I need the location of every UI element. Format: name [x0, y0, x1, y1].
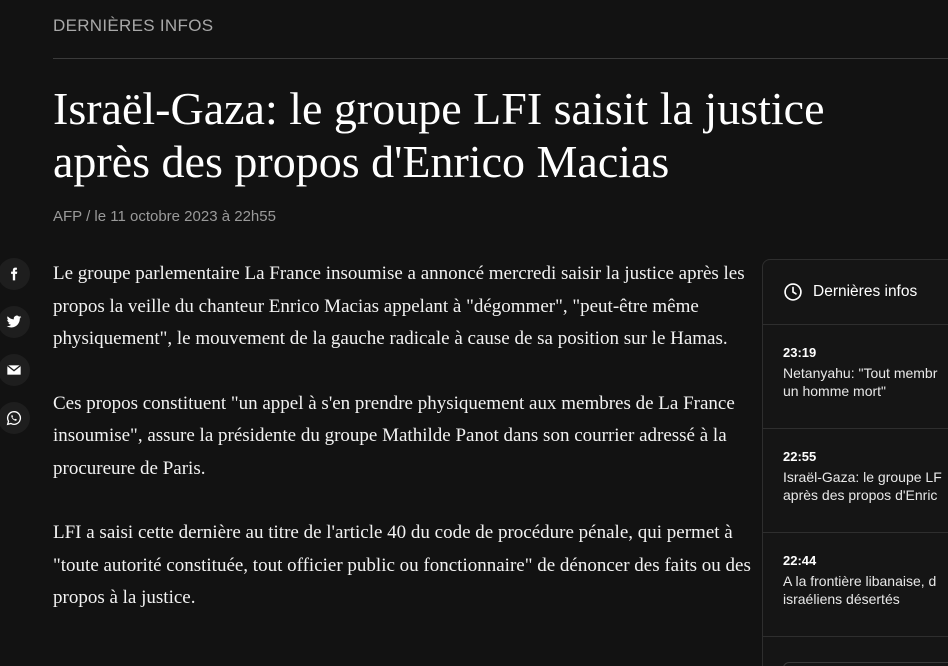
share-bar [0, 258, 32, 450]
article-headline: Israël-Gaza: le groupe LFI saisit la justice après des propos d'Enrico Macias [53, 83, 825, 187]
section-label-link[interactable]: DERNIÈRES INFOS [53, 16, 214, 35]
share-twitter-button[interactable] [0, 306, 30, 338]
news-time: 22:44 [783, 553, 817, 568]
whatsapp-icon [6, 410, 22, 426]
twitter-icon [6, 314, 22, 330]
news-title-line: après des propos d'Enric [783, 487, 938, 503]
news-title [783, 468, 948, 504]
article-paragraph: Ces propos constituent "un appel à s'en prendre physiquement aux membres de La France insoumise", assure la présidente du groupe Mathilde Panot dans son courrier adressé à la procureure de Paris. [53, 392, 735, 479]
news-item[interactable] [763, 533, 948, 637]
article-paragraph: LFI a saisi cette dernière au titre de l'article 40 du code de procédure pénale, qui permet à "toute autorité constituée, tout officier public ou fonctionnaire" de dénoncer des faits ou des propos à la justice. [53, 522, 751, 608]
news-item[interactable] [763, 325, 948, 429]
header-divider [53, 58, 948, 59]
news-title [783, 572, 948, 608]
latest-news-sidebar [762, 259, 948, 666]
share-email-button[interactable] [0, 354, 30, 386]
article-byline: AFP / le 11 octobre 2023 à 22h55 [53, 208, 276, 225]
share-whatsapp-button[interactable] [0, 402, 30, 434]
news-title-line: israéliens désertés [783, 591, 900, 607]
news-time: 22:55 [783, 449, 817, 464]
sidebar-header [763, 260, 948, 325]
news-title [783, 364, 948, 400]
news-title-line: Israël-Gaza: le groupe LF [783, 469, 942, 485]
email-icon [6, 362, 22, 378]
sidebar-more-button[interactable] [783, 662, 948, 666]
facebook-icon [7, 267, 21, 281]
article-paragraph: Le groupe parlementaire La France insoumise a annoncé mercredi saisir la justice après les propos la veille du chanteur Enrico Macias appelant à "dégommer", "peut-être même physiquement", le mouvement de la gauche radicale à cause de sa position sur le Hamas. [53, 263, 745, 349]
news-title-line: Netanyahu: "Tout membr [783, 365, 938, 381]
news-title-line: A la frontière libanaise, d [783, 573, 937, 589]
news-item[interactable] [763, 429, 948, 533]
article-body [53, 258, 753, 647]
news-title-line: un homme mort" [783, 383, 887, 399]
sidebar-title: Dernières infos [813, 283, 918, 300]
news-time: 23:19 [783, 345, 817, 360]
clock-icon [783, 282, 803, 302]
share-facebook-button[interactable] [0, 258, 30, 290]
